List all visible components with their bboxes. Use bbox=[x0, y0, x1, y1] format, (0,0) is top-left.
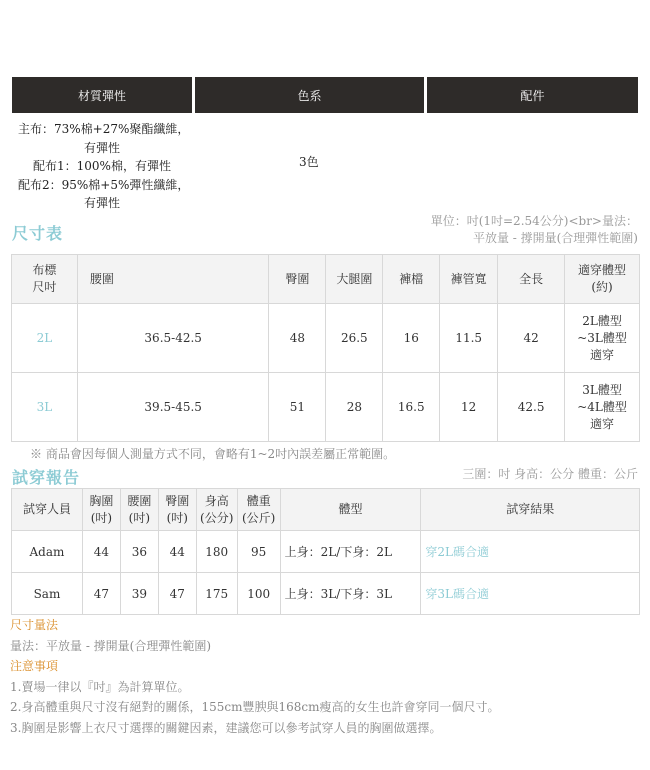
weight-cell: 95 bbox=[237, 531, 280, 573]
waist-cell: 36.5-42.5 bbox=[77, 304, 269, 373]
hip-cell: 48 bbox=[269, 304, 326, 373]
th-result: 試穿結果 bbox=[421, 489, 640, 531]
length-cell: 42.5 bbox=[498, 373, 565, 442]
thigh-cell: 26.5 bbox=[326, 304, 383, 373]
th-waist: 腰圍 (吋) bbox=[120, 489, 158, 531]
method-text: 量法：平放量 - 撐開量(合理彈性範圍) bbox=[10, 638, 212, 653]
waist-cell: 39 bbox=[120, 573, 158, 615]
hem-cell: 11.5 bbox=[440, 304, 498, 373]
fabric-line: 有彈性 bbox=[83, 196, 120, 210]
fabric-line: 有彈性 bbox=[83, 140, 120, 155]
hip-cell: 47 bbox=[158, 573, 196, 615]
fit-cell: 3L體型 ~4L體型 適穿 bbox=[565, 373, 640, 442]
size-cell: 3L bbox=[12, 373, 78, 442]
waist-cell: 36 bbox=[120, 531, 158, 573]
size-table-header bbox=[12, 255, 640, 304]
size-unit-note-line2: 平放量 - 撐開量(合理彈性範圍) bbox=[472, 231, 638, 245]
length-cell: 42 bbox=[498, 304, 565, 373]
th-hem: 褲管寬 bbox=[440, 255, 498, 304]
result-cell: 穿3L碼合適 bbox=[421, 573, 640, 615]
th-hip: 臀圍 bbox=[269, 255, 326, 304]
notice-heading: 注意事項 bbox=[10, 659, 59, 673]
rise-cell: 16.5 bbox=[383, 373, 440, 442]
result-cell: 穿2L碼合適 bbox=[421, 531, 640, 573]
th-chest: 胸圍 (吋) bbox=[82, 489, 120, 531]
th-weight: 體重 (公斤) bbox=[237, 489, 280, 531]
try-table-header bbox=[12, 489, 640, 531]
th-height: 身高 (公分) bbox=[196, 489, 237, 531]
size-cell: 2L bbox=[12, 304, 78, 373]
tester-name: Sam bbox=[12, 573, 83, 615]
waist-cell: 39.5-45.5 bbox=[77, 373, 269, 442]
material-header-accessory: 配件 bbox=[427, 77, 638, 113]
thigh-cell: 28 bbox=[326, 373, 383, 442]
size-disclaimer: ※ 商品會因每個人測量方式不同，會略有1~2吋內誤差屬正常範圍。 bbox=[30, 447, 396, 461]
th-thigh: 大腿圍 bbox=[326, 255, 383, 304]
th-hip: 臀圍 (吋) bbox=[158, 489, 196, 531]
material-fabric-text bbox=[12, 120, 192, 213]
body-type-cell: 上身：3L/下身：3L bbox=[280, 573, 421, 615]
fabric-line: 配布2：95%棉+5%彈性纖維， bbox=[18, 177, 190, 192]
chest-cell: 47 bbox=[82, 573, 120, 615]
notice-item: 3.胸圍是影響上衣尺寸選擇的關鍵因素，建議您可以參考試穿人員的胸圍做選擇。 bbox=[10, 720, 442, 735]
hip-cell: 51 bbox=[269, 373, 326, 442]
material-header bbox=[12, 77, 638, 113]
notice-item: 2.身高體重與尺寸沒有絕對的關係，155cm豐腴與168cm瘦高的女生也許會穿同一個尺寸。 bbox=[10, 700, 500, 714]
th-tester: 試穿人員 bbox=[12, 489, 83, 531]
method-heading: 尺寸量法 bbox=[10, 618, 59, 632]
material-color: 3色 bbox=[299, 155, 319, 169]
try-table bbox=[11, 488, 640, 615]
fit-cell: 2L體型 ~3L體型 適穿 bbox=[565, 304, 640, 373]
height-cell: 175 bbox=[196, 573, 237, 615]
notice-item: 1.賣場一律以『吋』為計算單位。 bbox=[10, 679, 190, 694]
fabric-line: 配布1：100%棉，有彈性 bbox=[33, 159, 171, 173]
height-cell: 180 bbox=[196, 531, 237, 573]
material-header-fabric: 材質彈性 bbox=[12, 77, 192, 113]
table-row bbox=[12, 573, 640, 615]
fabric-line: 主布：73%棉+27%聚酯纖維， bbox=[18, 122, 190, 136]
th-length: 全長 bbox=[498, 255, 565, 304]
th-fit: 適穿體型 (約) bbox=[565, 255, 640, 304]
size-table bbox=[11, 254, 640, 442]
try-unit-note: 三圍：吋 身高：公分 體重：公斤 bbox=[462, 467, 638, 481]
th-rise: 褲檔 bbox=[383, 255, 440, 304]
hip-cell: 44 bbox=[158, 531, 196, 573]
size-unit-note bbox=[431, 213, 638, 247]
try-report-title: 試穿報告 bbox=[12, 468, 81, 487]
th-size: 布標 尺吋 bbox=[12, 255, 78, 304]
chest-cell: 44 bbox=[82, 531, 120, 573]
material-header-color: 色系 bbox=[195, 77, 424, 113]
rise-cell: 16 bbox=[383, 304, 440, 373]
th-waist: 腰圍 bbox=[77, 255, 269, 304]
weight-cell: 100 bbox=[237, 573, 280, 615]
material-body bbox=[12, 120, 638, 210]
notes-section bbox=[10, 615, 499, 738]
body-type-cell: 上身：2L/下身：2L bbox=[280, 531, 421, 573]
hem-cell: 12 bbox=[440, 373, 498, 442]
tester-name: Adam bbox=[12, 531, 83, 573]
th-body-type: 體型 bbox=[280, 489, 421, 531]
table-row bbox=[12, 373, 640, 442]
table-row bbox=[12, 531, 640, 573]
table-row bbox=[12, 304, 640, 373]
size-unit-note-line1: 單位：吋(1吋=2.54公分)<br>量法： bbox=[430, 214, 638, 228]
size-chart-title: 尺寸表 bbox=[12, 224, 64, 243]
